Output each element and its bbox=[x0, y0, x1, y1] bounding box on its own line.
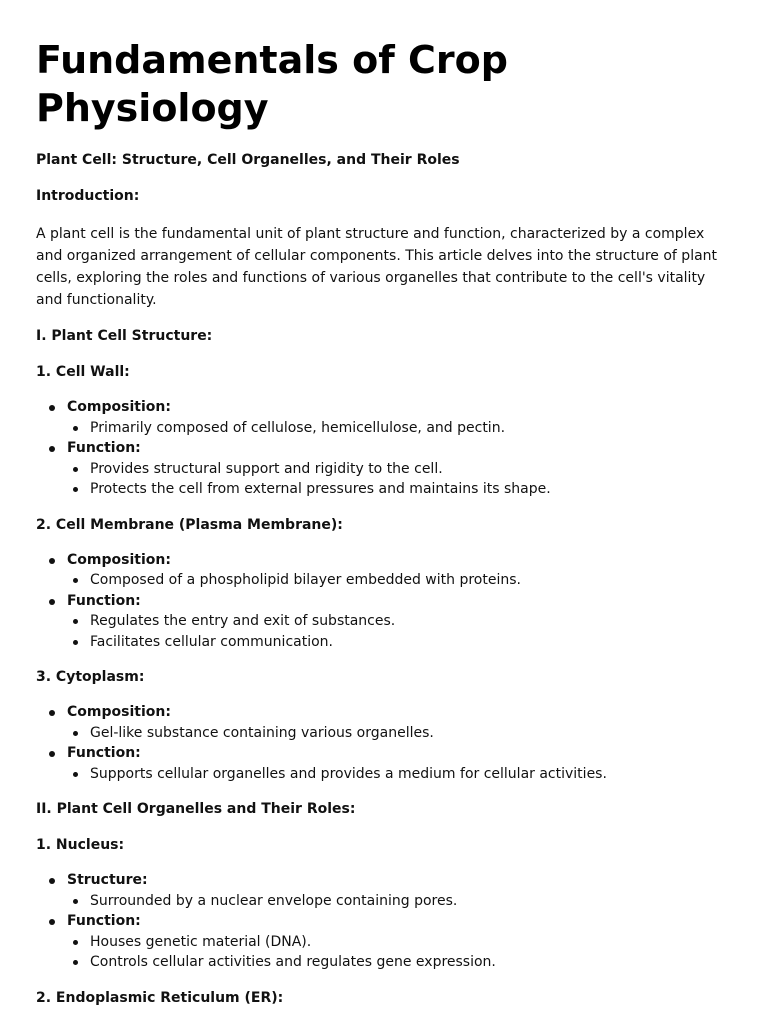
list-item-label: Function: bbox=[67, 745, 141, 761]
sub-list-item: Facilitates cellular communication. bbox=[73, 632, 732, 653]
list-item-label: Structure: bbox=[67, 872, 148, 888]
list-item bbox=[49, 591, 732, 653]
sub-bullet-list bbox=[67, 723, 732, 744]
list-item-label: Composition: bbox=[67, 399, 171, 415]
subsection-heading: 1. Nucleus: bbox=[36, 837, 125, 853]
list-item bbox=[49, 550, 732, 591]
sub-list-item: Gel-like substance containing various organelles. bbox=[73, 723, 732, 744]
sub-list-item: Surrounded by a nuclear envelope containing pores. bbox=[73, 891, 732, 912]
document-subtitle: Plant Cell: Structure, Cell Organelles, and Their Roles bbox=[36, 152, 460, 168]
list-item-label: Composition: bbox=[67, 551, 171, 568]
list-item bbox=[49, 743, 732, 784]
sub-bullet-list bbox=[67, 418, 732, 439]
section-heading: II. Plant Cell Organelles and Their Roles: bbox=[36, 801, 356, 817]
sub-bullet-list bbox=[67, 611, 732, 652]
sub-list-item: Provides structural support and rigidity to the cell. bbox=[73, 459, 732, 480]
sub-list-item: Controls cellular activities and regulates gene expression. bbox=[73, 952, 732, 973]
list-item-label: Function: bbox=[67, 913, 141, 929]
list-item bbox=[49, 911, 732, 973]
sub-bullet-list bbox=[67, 932, 732, 973]
sub-list-item: Primarily composed of cellulose, hemicellulose, and pectin. bbox=[73, 418, 732, 439]
list-item bbox=[49, 702, 732, 743]
sub-bullet-list bbox=[67, 764, 732, 785]
list-item bbox=[49, 438, 732, 500]
sub-list-item: Houses genetic material (DNA). bbox=[73, 932, 732, 953]
section-heading: I. Plant Cell Structure: bbox=[36, 328, 213, 344]
subsection-heading: 2. Cell Membrane (Plasma Membrane): bbox=[36, 516, 343, 533]
list-item-label: Composition: bbox=[67, 704, 171, 720]
subsection-heading: 3. Cytoplasm: bbox=[36, 669, 145, 685]
introduction-paragraph: A plant cell is the fundamental unit of plant structure and function, characterized by a complex and organized arrangement of cellular components. This article delves into the structure of plant cells, exploring the roles and functions of various organelles that contribute to the cell's vitality and functionality. bbox=[36, 226, 718, 308]
bullet-list bbox=[36, 870, 732, 973]
sub-bullet-list bbox=[67, 459, 732, 500]
sub-list-item: Composed of a phospholipid bilayer embedded with proteins. bbox=[73, 570, 732, 591]
bullet-list bbox=[36, 550, 732, 653]
document-title: Fundamentals of Crop Physiology bbox=[36, 38, 508, 130]
subsection-heading: 2. Endoplasmic Reticulum (ER): bbox=[36, 989, 284, 1006]
bullet-list bbox=[36, 702, 732, 784]
sub-bullet-list bbox=[67, 570, 732, 591]
list-item-label: Function: bbox=[67, 592, 141, 609]
introduction-heading: Introduction: bbox=[36, 188, 140, 204]
bullet-list bbox=[36, 397, 732, 500]
section-body bbox=[36, 361, 732, 784]
section-body bbox=[36, 834, 732, 1009]
list-item bbox=[49, 397, 732, 438]
sub-bullet-list bbox=[67, 891, 732, 912]
subsection-heading: 1. Cell Wall: bbox=[36, 364, 130, 380]
sub-list-item: Protects the cell from external pressures and maintains its shape. bbox=[73, 479, 732, 500]
list-item bbox=[49, 870, 732, 911]
sub-list-item: Regulates the entry and exit of substances. bbox=[73, 611, 732, 632]
sub-list-item: Supports cellular organelles and provides a medium for cellular activities. bbox=[73, 764, 732, 785]
list-item-label: Function: bbox=[67, 440, 141, 456]
